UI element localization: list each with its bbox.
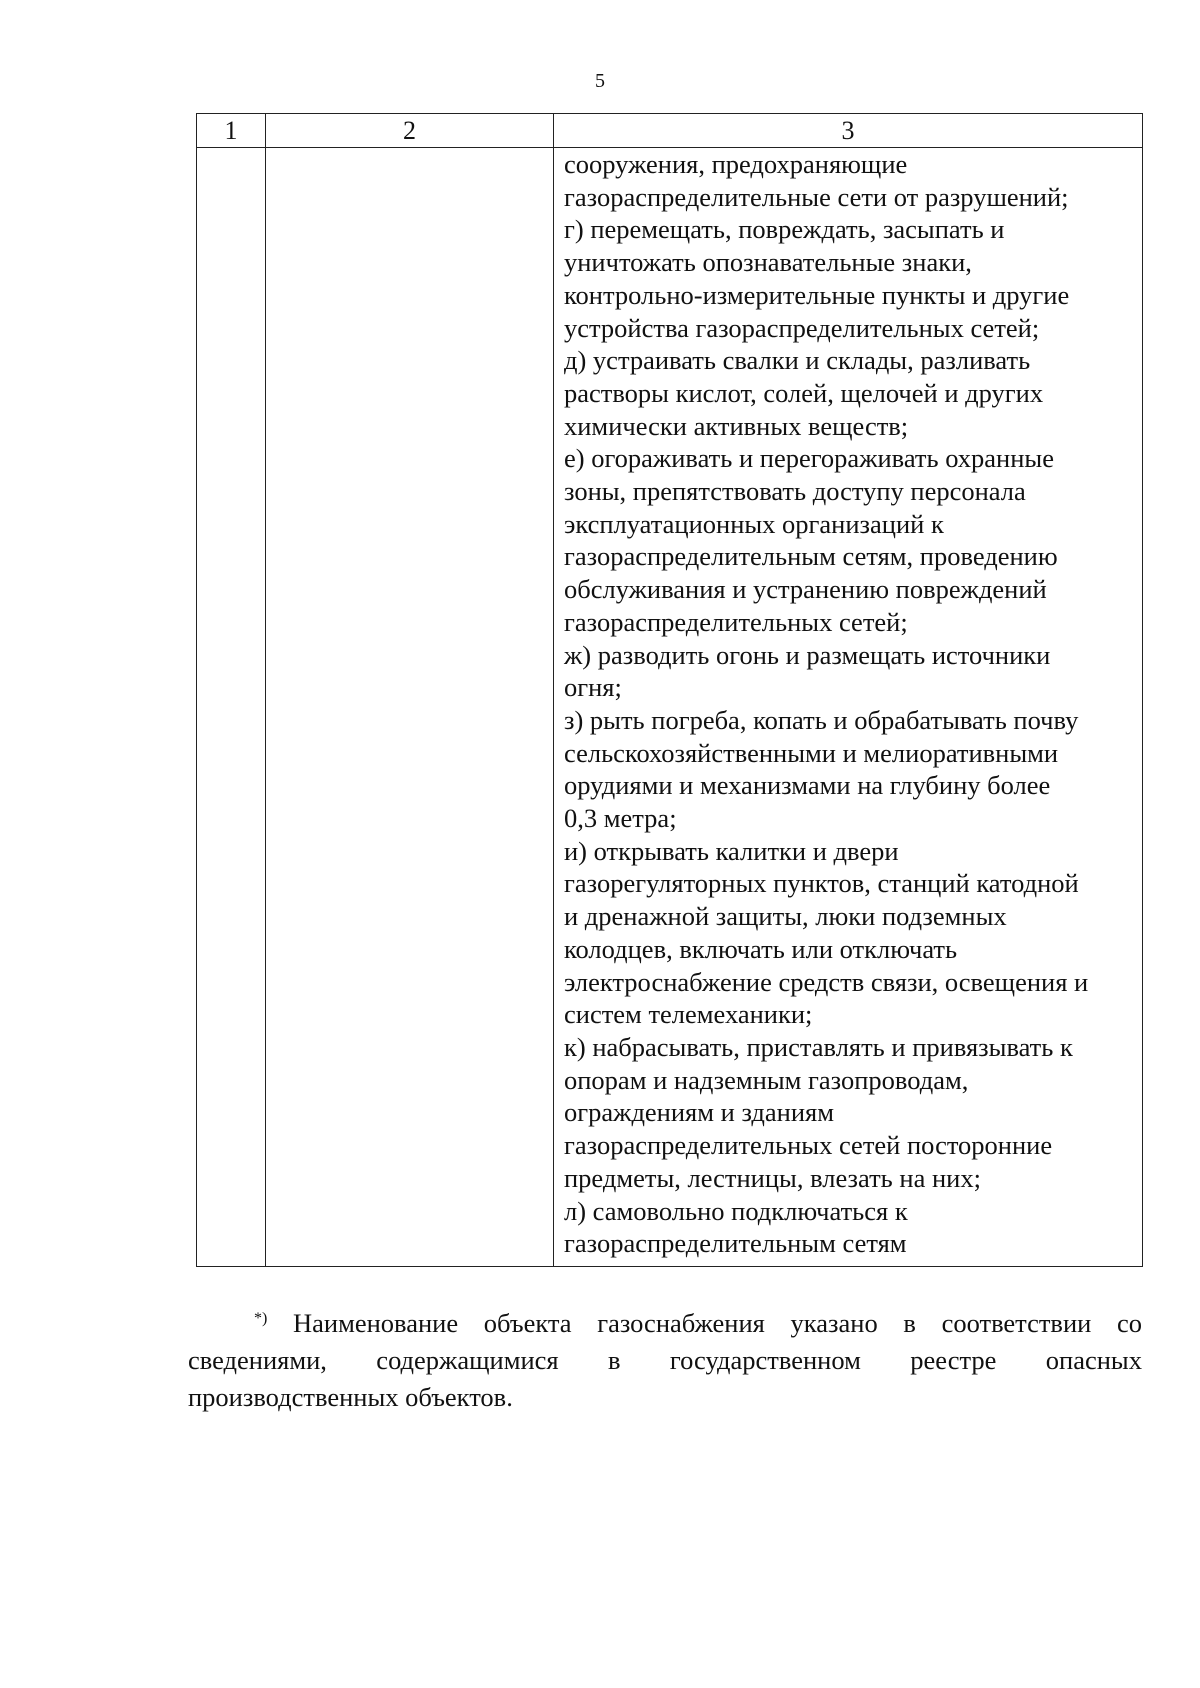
text-line: контрольно-измерительные пункты и другие [564, 279, 1070, 310]
text-line: газораспределительным сетям, проведению [564, 541, 1058, 572]
text-line: эксплуатационных организаций к [564, 508, 944, 539]
text-line: систем телемеханики; [564, 999, 813, 1030]
text-line: химически активных веществ; [564, 410, 909, 441]
text-line: ж) разводить огонь и размещать источники [564, 639, 1051, 670]
text-line: г) перемещать, повреждать, засыпать и [564, 214, 1005, 245]
table-header-row [197, 114, 1143, 148]
text-line: газораспределительным сетям [564, 1228, 907, 1259]
table-row [197, 148, 1143, 1267]
text-line: и) открывать калитки и двери [564, 835, 899, 866]
text-line: обслуживания и устранению повреждений [564, 574, 1047, 605]
text-line: е) огораживать и перегораживать охранные [564, 443, 1054, 474]
text-line: и дренажной защиты, люки подземных [564, 901, 1007, 932]
footnote-text-1: Наименование объекта газоснабжения указано в соответствии со [293, 1308, 1143, 1338]
text-line: 0,3 метра; [564, 803, 677, 834]
footnote-line-1 [188, 1300, 1142, 1342]
text-line: л) самовольно подключаться к [564, 1195, 908, 1226]
table-cell-col3 [554, 148, 1143, 1267]
text-line: электроснабжение средств связи, освещения и [564, 966, 1089, 997]
text-line: з) рыть погреба, копать и обрабатывать почву [564, 704, 1079, 735]
text-line: предметы, лестницы, влезать на них; [564, 1162, 981, 1193]
text-line: ограждениям и зданиям [564, 1097, 834, 1128]
table-cell-col2 [266, 148, 554, 1267]
text-line: зоны, препятствовать доступу персонала [564, 476, 1026, 507]
text-line: газорегуляторных пунктов, станций катодной [564, 868, 1079, 899]
footnote [188, 1300, 1142, 1416]
text-line: сооружения, предохраняющие [564, 149, 908, 179]
text-line: газораспределительных сетей посторонние [564, 1130, 1053, 1161]
text-line: уничтожать опознавательные знаки, [564, 247, 972, 278]
footnote-line-2: сведениями, содержащимися в государственном реестре опасных [188, 1345, 1142, 1375]
text-line: растворы кислот, солей, щелочей и других [564, 377, 1044, 408]
text-line: д) устраивать свалки и склады, разливать [564, 345, 1031, 376]
requirements-table [196, 113, 1143, 1267]
column-header-1: 1 [197, 114, 266, 148]
text-line: опорам и надземным газопроводам, [564, 1064, 969, 1095]
text-line: колодцев, включать или отключать [564, 933, 958, 964]
text-line: газораспределительные сети от разрушений; [564, 181, 1069, 212]
text-line: сельскохозяйственными и мелиоративными [564, 737, 1059, 768]
text-line: огня; [564, 672, 622, 703]
column-header-3: 3 [554, 114, 1143, 148]
page-number: 5 [595, 70, 605, 92]
text-line: газораспределительных сетей; [564, 606, 908, 637]
footnote-marker: *) [254, 1310, 268, 1327]
text-line: к) набрасывать, приставлять и привязывать к [564, 1031, 1073, 1062]
footnote-line-3: производственных объектов. [188, 1382, 513, 1412]
text-line: устройства газораспределительных сетей; [564, 312, 1040, 343]
table-cell-col1 [197, 148, 266, 1267]
text-line: орудиями и механизмами на глубину более [564, 770, 1051, 801]
column-header-2: 2 [266, 114, 554, 148]
